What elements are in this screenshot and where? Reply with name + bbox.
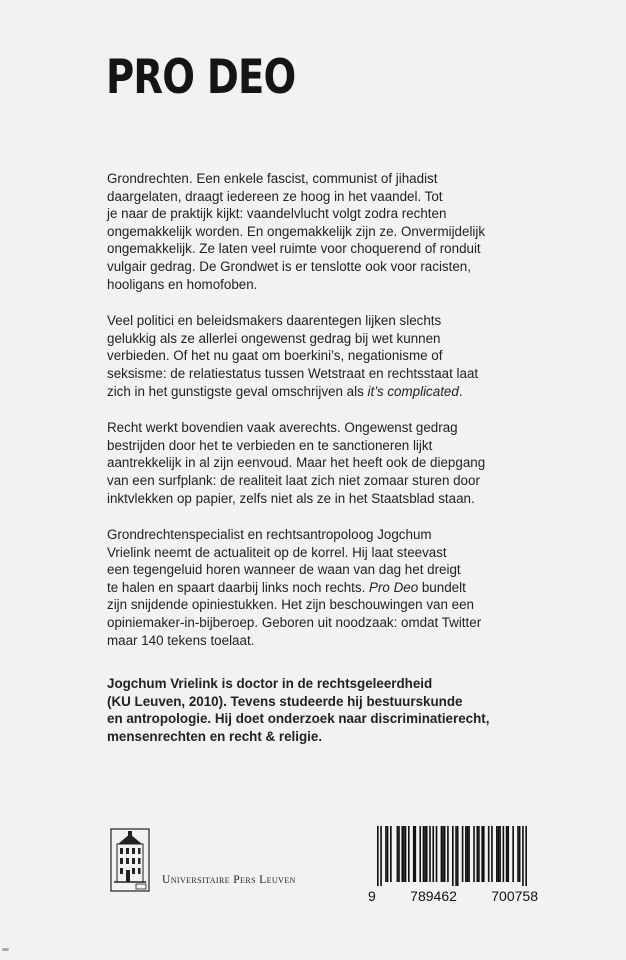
barcode-bar	[398, 826, 400, 882]
barcode-bar	[377, 826, 379, 886]
blurb-paragraph-4-end: bundelt zijn snijdende opiniestukken. Het zijn beschouwingen van een opiniemaker-in-bijberoep. Geboren uit noodzaak: omdat Twitter maar 140 tekens toelaat.	[107, 579, 482, 648]
barcode-bar	[499, 826, 501, 882]
barcode-bar	[423, 826, 425, 882]
barcode-bar	[429, 826, 431, 882]
barcode-bar	[488, 826, 490, 882]
barcode-bar	[436, 826, 438, 882]
isbn-left-group: 789462	[410, 888, 457, 904]
barcode-bar	[491, 826, 493, 882]
barcode-bar	[506, 826, 508, 882]
barcode-bar	[397, 826, 399, 882]
barcode-bar	[419, 826, 421, 882]
barcode-bar	[478, 826, 480, 882]
barcode-bar	[483, 826, 485, 882]
blurb	[107, 170, 547, 765]
blurb-paragraph-2-italic: it’s complicated	[367, 383, 459, 399]
barcode-bar	[441, 826, 443, 882]
barcode-bar	[481, 826, 483, 882]
barcode-bar	[403, 826, 405, 882]
barcode-bar	[507, 826, 509, 882]
blurb-paragraph-3: Recht werkt bovendien vaak averechts. Ongewenst gedrag bestrijden door het te verbieden en te sanctioneren lijkt aantrekkelijk in al zijn eenvoud. Maar het heeft ook de diepgang van een surfplank: de realiteit laat zich niet zomaar sturen door inktvlekken op papier, zelfs niet als ze in het Staatsblad staan.	[107, 420, 486, 506]
barcode-bar	[424, 826, 426, 882]
barcode-bar	[385, 826, 387, 882]
barcode-bar	[426, 826, 428, 882]
barcode-bar	[496, 826, 498, 882]
barcode-bar	[519, 826, 521, 882]
book-title: PRO DEO	[106, 50, 296, 105]
blurb-paragraph-4-italic: Pro Deo	[369, 579, 419, 595]
barcode-bar	[522, 826, 524, 886]
barcode-bar	[405, 826, 407, 882]
blurb-paragraph-1: Grondrechten. Een enkele fascist, communist of jihadist daargelaten, draagt iedereen ze hoog in het vaandel. Tot je naar de praktijk kijkt: vaandelvlucht volgt zodra rechten ongemakkelijk worden. En ongemakkelijk zijn ze. Onvermijdelijk ongemakkelijk. Ze laten veel ruimte voor choquerend of ronduit vulgair gedrag. De Grondwet is er tenslotte ook voor racisten, hooligans en homofoben.	[107, 171, 486, 292]
barcode-bar	[517, 826, 519, 882]
barcode-bar	[408, 826, 410, 882]
barcode-bar	[413, 826, 415, 882]
blurb-paragraph-4	[107, 526, 547, 649]
barcode-bar	[476, 826, 478, 882]
blurb-paragraph-4-text: Grondrechtenspecialist en rechtsantropoloog Jogchum Vrielink neemt de actualiteit op de korrel. Hij laat steevast een tegengeluid horen wanneer de waan van dag het dreigt te halen en spaart daarbij links noch rechts.	[107, 527, 461, 595]
publisher-building-icon	[110, 828, 150, 892]
publisher-name: Universitaire Pers Leuven	[162, 874, 296, 886]
barcode-bar	[415, 826, 417, 882]
author-bio: Jogchum Vrielink is doctor in de rechtsgeleerdheid (KU Leuven, 2010). Tevens studeerde hij bestuurskunde en antropologie. Hij doet onderzoek naar discriminatierecht, mensenrechten en recht & religie.	[107, 676, 490, 745]
barcode-bar	[465, 826, 467, 882]
barcode-bar	[452, 826, 454, 886]
print-mark	[2, 948, 9, 951]
cover-footer	[106, 826, 536, 916]
barcode-bar	[444, 826, 446, 882]
barcode-bar	[390, 826, 392, 882]
barcode-bar	[467, 826, 469, 882]
barcode-bar	[380, 826, 382, 886]
barcode-bar	[512, 826, 514, 882]
barcode-bar	[525, 826, 527, 886]
blurb-paragraph-2-text: Veel politici en beleidsmakers daarentegen lijken slechts gelukkig als ze allerlei ongewenst gedrag bij wet kunnen verbieden. Of het nu gaat om boerkini’s, negationisme of seksisme: de relatiestatus tussen Wetstraat en rechtsstaat laat zich in het gunstigste geval omschrijven als	[107, 313, 479, 399]
barcode-bar	[442, 826, 444, 882]
barcode-bar	[503, 826, 505, 882]
barcode-bar	[468, 826, 470, 882]
barcode-bar	[498, 826, 500, 882]
barcode-bar	[447, 826, 449, 882]
isbn-number	[368, 888, 538, 904]
blurb-paragraph-2-end: .	[458, 383, 463, 399]
blurb-paragraph-2	[107, 312, 547, 400]
barcode-bar	[462, 826, 464, 882]
barcode-bar	[432, 826, 434, 882]
isbn-barcode	[377, 826, 527, 886]
barcode-bar	[387, 826, 389, 882]
barcode-bar	[473, 826, 475, 882]
barcode-bar	[455, 826, 457, 886]
isbn-right-group: 700758	[491, 888, 538, 904]
barcode-bar	[401, 826, 403, 882]
barcode-bar	[457, 826, 459, 886]
isbn-lead-digit: 9	[368, 888, 376, 904]
